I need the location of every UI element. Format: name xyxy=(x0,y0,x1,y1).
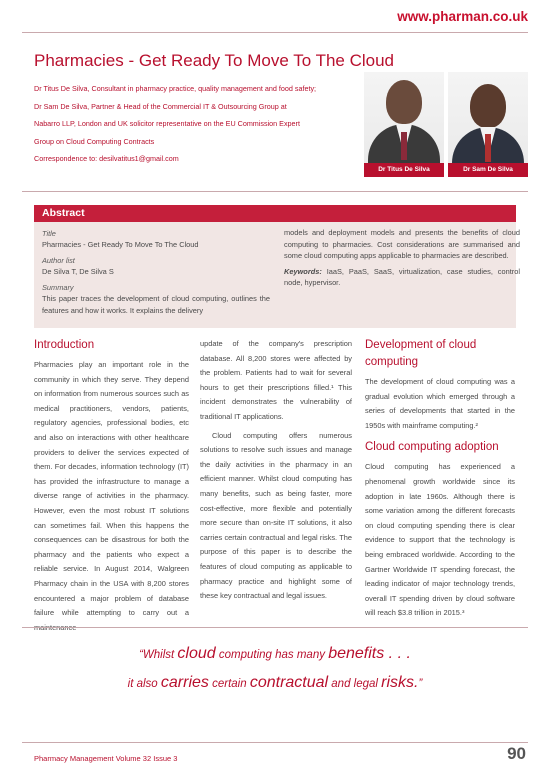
author-photo-sam xyxy=(448,72,528,177)
body-column-3 xyxy=(365,337,515,621)
development-heading: Development of cloud computing xyxy=(365,339,477,368)
top-divider xyxy=(22,32,528,33)
section-divider xyxy=(22,191,528,192)
paragraph: Cloud computing has experienced a phenomenal growth worldwide since its adoption in late 1960s. Although there is some variation among the different forecasts on cloud computing spending there is clear evidence to support that the technology is being embraced worldwide. According to the Gartner Worldwide IT spending forecast, the leading indicator of major technology trends, overall IT spending driven by cloud software will reach $3.8 trillion in 2015.³ xyxy=(365,462,515,618)
correspondence-email[interactable]: Correspondence to: desilvatitus1@gmail.com xyxy=(34,154,179,163)
paragraph: update of the company's prescription database. All 8,200 stores were affected by the problem. Patients had to wait for several hours to get their prescriptions filled.¹ This incident demonstrates the vulnerability of traditional IT applications. xyxy=(200,339,352,421)
introduction-heading: Introduction xyxy=(34,339,95,351)
keywords-label: Keywords: xyxy=(284,266,322,276)
author-line: Dr Sam De Silva, Partner & Head of the Commercial IT & Outsourcing Group at xyxy=(34,101,287,111)
author-line: Nabarro LLP, London and UK solicitor representative on the EU Commission Expert xyxy=(34,119,300,128)
article-title: Pharmacies - Get Ready To Move To The Cloud xyxy=(34,51,395,70)
journal-issue: Pharmacy Management Volume 32 Issue 3 xyxy=(34,754,178,763)
author-affiliations xyxy=(34,80,359,168)
abstract-left-column xyxy=(34,227,270,317)
adoption-heading: Cloud computing adoption xyxy=(365,441,499,454)
abstract-author-value: De Silva T, De Silva S xyxy=(42,267,114,277)
author-line: Dr Titus De Silva, Consultant in pharmacy practice, quality management and food safety; xyxy=(34,84,317,93)
site-url[interactable]: www.pharman.co.uk xyxy=(397,9,528,24)
author-line: Group on Cloud Computing Contracts xyxy=(34,136,155,146)
pullquote-divider xyxy=(22,627,528,628)
abstract-right-column xyxy=(284,227,520,289)
abstract-summary-text: This paper traces the development of cloud computing, outlines the features and how it works. It explains the delivery xyxy=(42,294,270,316)
abstract-title-label: Title xyxy=(42,228,56,238)
abstract-author-label: Author list xyxy=(42,255,75,265)
abstract-box xyxy=(34,205,520,328)
paragraph: The development of cloud computing was a gradual evolution which emerged through a series of developments that started in the 1950s with mainframe computing.² xyxy=(365,377,515,430)
photo-caption: Dr Sam De Silva xyxy=(448,163,528,177)
abstract-title-value: Pharmacies - Get Ready To Move To The Cloud xyxy=(42,240,199,250)
photo-caption: Dr Titus De Silva xyxy=(364,163,444,177)
author-photo-titus xyxy=(364,72,444,177)
abstract-heading: Abstract xyxy=(34,205,516,222)
pull-quote: “Whilst cloud computing has many benefits . . . it also carries certain contractual and legal risks.” xyxy=(127,645,423,691)
body-column-2 xyxy=(200,337,352,604)
page-number: 90 xyxy=(507,744,526,763)
abstract-summary-label: Summary xyxy=(42,282,74,292)
paragraph: Pharmacies play an important role in the community in which they serve. They depend on information from numerous sources such as medical practitioners, vendors, patients, regulatory agencies, professional bodies, etc and also on interactions with other healthcare providers to deliver the services expected of them. For decades, information technology (IT) has provided the infrastructure to manage a diverse range of activities in the pharmacy. However, even the most robust IT solutions can sometimes fail. When this happens the consequences can be disastrous for both the pharmacy and the patients who expect a reliable service. In August 2014, Walgreen Pharmacy chain in the USA with 8,200 stores encountered a major problem of database failure while attempting to carry out a xyxy=(34,360,189,618)
body-column-1 xyxy=(34,337,189,635)
abstract-summary-continued: models and deployment models and presents the benefits of cloud computing to pharmacies. Cost considerations are summarised and some cloud computing apps applicable to pharmacies are described. xyxy=(284,228,520,261)
keywords-text: IaaS, PaaS, SaaS, virtualization, case studies, control node, hypervisor. xyxy=(284,266,520,288)
footer-divider xyxy=(22,742,528,743)
paragraph: Cloud computing offers numerous solutions to resolve such issues and manage the daily activities in the pharmacy in an efficient manner. Whilst cloud computing has many benefits, such as being faster, more cost-effective, more flexible and potentially more secure than on-site IT solutions, it also carries certain contractual and legal risks. The purpose of this paper is to describe the features of cloud computing as applicable to pharmacy practice and highlight some of these key contractual and legal issues. xyxy=(200,430,352,601)
